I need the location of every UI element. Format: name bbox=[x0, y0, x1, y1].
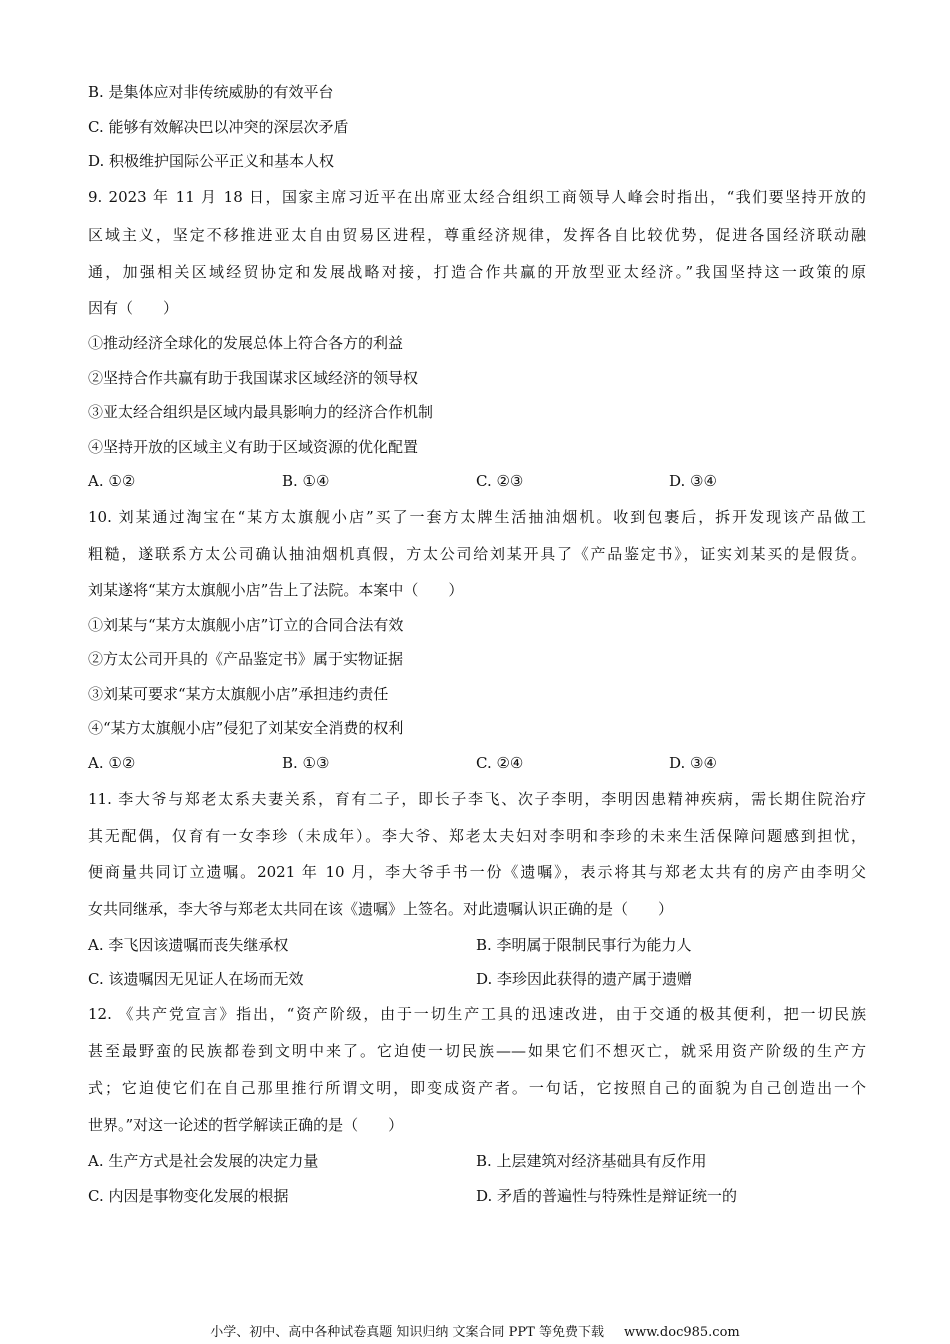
q10-stem-line: 10. 刘某通过淘宝在“某方太旗舰小店”买了一套方太牌生活抽油烟机。收到包裹后，拆开发现该产品做工 bbox=[88, 508, 866, 526]
q10-stem-line: 粗糙，遂联系方太公司确认抽油烟机真假，方太公司给刘某开具了《产品鉴定书》，证实刘某买的是假货。 bbox=[88, 545, 866, 563]
footer-text: 小学、初中、高中各种试卷真题 知识归纳 文案合同 PPT 等免费下载 bbox=[210, 1325, 604, 1340]
q11-option-a: A. 李飞因该遗嘱而丧失继承权 bbox=[88, 936, 289, 954]
q11-stem-line: 其无配偶，仅育有一女李珍（未成年）。李大爷、郑老太夫妇对李明和李珍的未来生活保障问题感到担忧， bbox=[88, 827, 866, 845]
q9-option-d: D. ③④ bbox=[669, 472, 717, 490]
q11-stem-line: 便商量共同订立遗嘱。2021 年 10 月，李大爷手书一份《遗嘱》，表示将其与郑老太共有的房产由李明父 bbox=[88, 863, 866, 881]
q9-stem-line: 9. 2023 年 11 月 18 日，国家主席习近平在出席亚太经合组织工商领导人峰会时指出，“我们要坚持开放的 bbox=[88, 188, 866, 206]
q10-option-b: B. ①③ bbox=[282, 754, 330, 772]
q8-option-c: C. 能够有效解决巴以冲突的深层次矛盾 bbox=[88, 118, 349, 136]
q12-option-b: B. 上层建筑对经济基础具有反作用 bbox=[476, 1152, 707, 1170]
q11-option-b: B. 李明属于限制民事行为能力人 bbox=[476, 936, 692, 954]
q9-option-c: C. ②③ bbox=[476, 472, 524, 490]
q9-option-b: B. ①④ bbox=[282, 472, 330, 490]
q10-option-d: D. ③④ bbox=[669, 754, 717, 772]
q10-option-c: C. ②④ bbox=[476, 754, 524, 772]
q12-stem-line: 式；它迫使它们在自己那里推行所谓文明，即变成资产者。一句话，它按照自己的面貌为自己创造出一个 bbox=[88, 1079, 866, 1097]
q11-option-c: C. 该遗嘱因无见证人在场而无效 bbox=[88, 970, 304, 988]
q9-statement-3: ③亚太经合组织是区域内最具影响力的经济合作机制 bbox=[88, 403, 434, 421]
q9-option-a: A. ①② bbox=[88, 472, 136, 490]
q10-stem-line: 刘某遂将“某方太旗舰小店”告上了法院。本案中（ ） bbox=[88, 581, 464, 599]
q12-stem-line: 世界。”对这一论述的哲学解读正确的是（ ） bbox=[88, 1116, 404, 1134]
q10-option-a: A. ①② bbox=[88, 754, 136, 772]
q12-option-a: A. 生产方式是社会发展的决定力量 bbox=[88, 1152, 319, 1170]
q10-statement-2: ②方太公司开具的《产品鉴定书》属于实物证据 bbox=[88, 650, 404, 668]
q9-statement-2: ②坚持合作共赢有助于我国谋求区域经济的领导权 bbox=[88, 369, 419, 387]
q11-stem-line: 11. 李大爷与郑老太系夫妻关系，育有二子，即长子李飞、次子李明，李明因患精神疾病，需长期住院治疗 bbox=[88, 790, 866, 808]
q11-stem-line: 女共同继承，李大爷与郑老太共同在该《遗嘱》上签名。对此遗嘱认识正确的是（ ） bbox=[88, 900, 674, 918]
footer-url-link[interactable]: www.doc985.com bbox=[623, 1325, 740, 1340]
q11-option-d: D. 李珍因此获得的遗产属于遗赠 bbox=[476, 970, 693, 988]
q10-statement-4: ④“某方太旗舰小店”侵犯了刘某安全消费的权利 bbox=[88, 719, 404, 737]
page-footer bbox=[0, 1324, 950, 1342]
q9-statement-4: ④坚持开放的区域主义有助于区域资源的优化配置 bbox=[88, 438, 419, 456]
q9-stem-line: 区域主义，坚定不移推进亚太自由贸易区进程，尊重经济规律，发挥各自比较优势，促进各国经济联动融 bbox=[88, 226, 866, 244]
q12-stem-line: 12. 《共产党宣言》指出，“资产阶级，由于一切生产工具的迅速改进，由于交通的极其便利，把一切民族 bbox=[88, 1005, 866, 1023]
q10-statement-1: ①刘某与“某方太旗舰小店”订立的合同合法有效 bbox=[88, 616, 404, 634]
q8-option-b: B. 是集体应对非传统威胁的有效平台 bbox=[88, 83, 334, 101]
q12-option-c: C. 内因是事物变化发展的根据 bbox=[88, 1187, 289, 1205]
q12-option-d: D. 矛盾的普遍性与特殊性是辩证统一的 bbox=[476, 1187, 738, 1205]
q9-stem-line: 因有（ ） bbox=[88, 299, 179, 317]
q10-statement-3: ③刘某可要求“某方太旗舰小店”承担违约责任 bbox=[88, 685, 389, 703]
q9-statement-1: ①推动经济全球化的发展总体上符合各方的利益 bbox=[88, 334, 404, 352]
q8-option-d: D. 积极维护国际公平正义和基本人权 bbox=[88, 152, 335, 170]
q12-stem-line: 甚至最野蛮的民族都卷到文明中来了。它迫使一切民族——如果它们不想灭亡，就采用资产阶级的生产方 bbox=[88, 1042, 866, 1060]
q9-stem-line: 通，加强相关区域经贸协定和发展战略对接，打造合作共赢的开放型亚太经济。”我国坚持这一政策的原 bbox=[88, 263, 866, 281]
